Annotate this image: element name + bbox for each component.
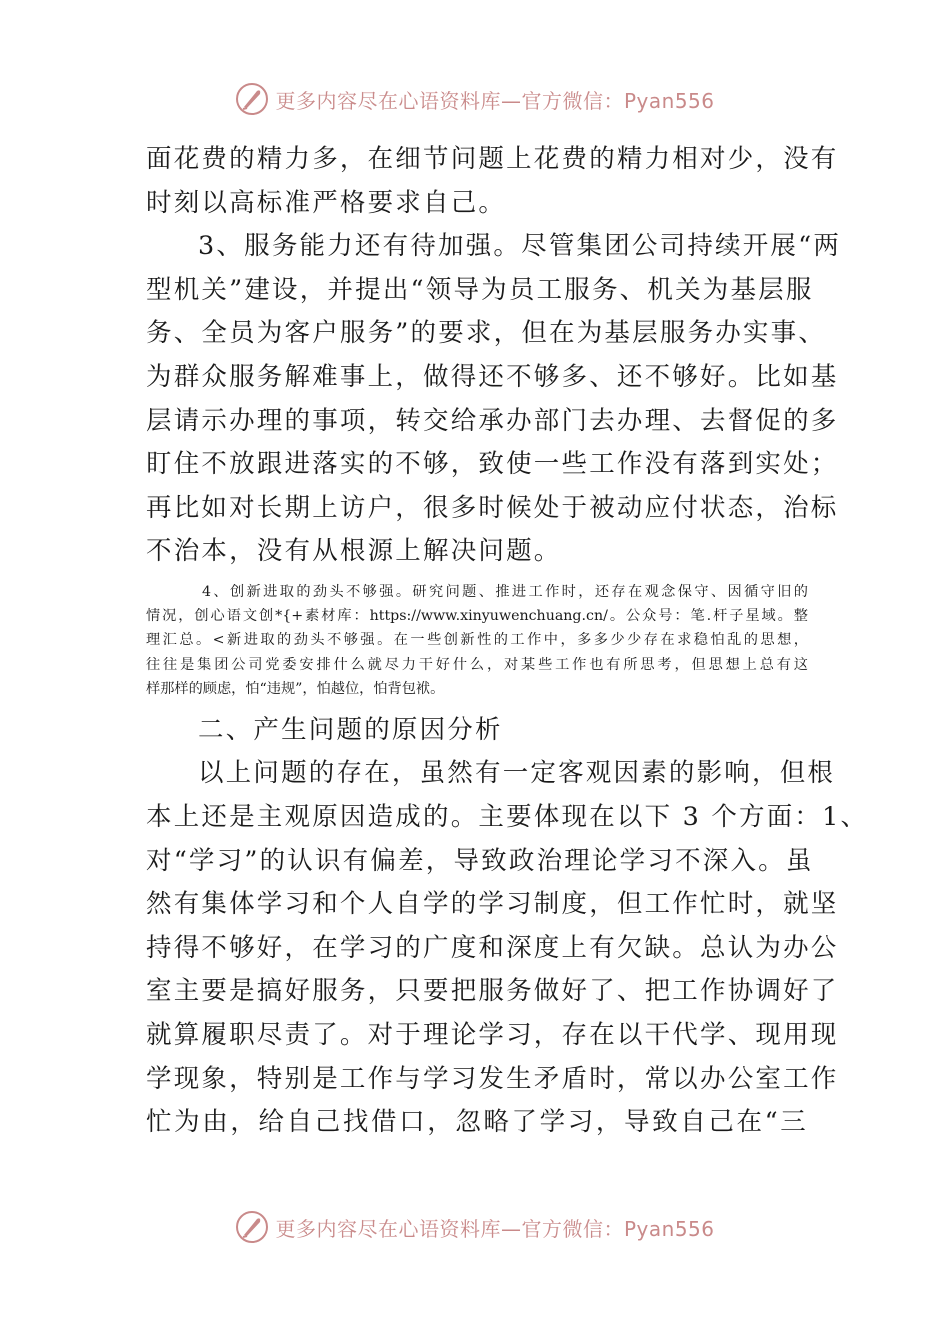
footer-wechat-id: Pyan556: [623, 1216, 715, 1241]
header-wechat-id: Pyan556: [623, 88, 715, 113]
header-banner: [275, 85, 714, 114]
document-body: [146, 138, 869, 1145]
text-line: 本上还是主观原因造成的。主要体现在以下 3 个方面：1、: [146, 802, 869, 833]
text-line: 就算履职尽责了。对于理论学习，存在以干代学、现用现: [146, 1020, 839, 1051]
text-line: 学现象，特别是工作与学习发生矛盾时，常以办公室工作: [146, 1063, 839, 1094]
paragraph-4: [146, 752, 869, 1144]
text-line: 层请示办理的事项，转交给承办部门去办理、去督促的多: [146, 405, 839, 436]
header-official-text: 官方微信：: [521, 88, 624, 113]
small-text-line: 情况，创心语文创*{+素材库：https://www.xinyuwenchuang.cn/。公众号：笔.杆子星域。整: [146, 608, 808, 625]
paragraph-3-small: [146, 580, 808, 701]
text-line: 型机关”建设，并提出“领导为员工服务、机关为基层服: [146, 274, 814, 305]
text-line: 不治本，没有从根源上解决问题。: [146, 536, 562, 567]
text-line: 3、服务能力还有待加强。尽管集团公司持续开展“两: [198, 231, 842, 262]
small-text-line: 样那样的顾虑，怕“违规”，怕越位，怕背包袱。: [146, 680, 445, 697]
text-line: 以上问题的存在，虽然有一定客观因素的影响，但根: [198, 758, 836, 789]
paragraph-1: [146, 138, 839, 225]
footer-brand-text: 更多内容尽在心语资料库: [275, 1216, 501, 1241]
footer-official-text: 官方微信：: [521, 1216, 624, 1241]
text-line: 持得不够好，在学习的广度和深度上有欠缺。总认为办公: [146, 932, 839, 963]
paragraph-2: [146, 225, 842, 574]
text-line: 为群众服务解难事上，做得还不够多、还不够好。比如基: [146, 361, 839, 392]
page-header: [0, 82, 950, 116]
page-footer: [0, 1210, 950, 1244]
section-heading-2-wrapper: [146, 709, 808, 753]
pen-feather-icon: [235, 1210, 269, 1244]
text-line: 室主要是搞好服务，只要把服务做好了、把工作协调好了: [146, 976, 839, 1007]
text-line: 再比如对长期上访户，很多时候处于被动应付状态，治标: [146, 492, 839, 523]
header-separator: —: [500, 88, 522, 113]
section-heading: 二、产生问题的原因分析: [198, 714, 503, 745]
text-line: 盯住不放跟进落实的不够，致使一些工作没有落到实处；: [146, 449, 839, 480]
small-text-line: 4、创新进取的劲头不够强。研究问题、推进工作时，还存在观念保守、因循守旧的: [202, 583, 808, 600]
text-line: 然有集体学习和个人自学的学习制度，但工作忙时，就坚: [146, 889, 839, 920]
text-line: 面花费的精力多，在细节问题上花费的精力相对少，没有: [146, 144, 839, 174]
small-text-line: 往往是集团公司党委安排什么就尽力干好什么，对某些工作也有所思考，但思想上总有这: [146, 656, 808, 673]
text-line: 对“学习”的认识有偏差，导致政治理论学习不深入。虽: [146, 845, 814, 876]
footer-separator: —: [500, 1216, 522, 1241]
header-brand-text: 更多内容尽在心语资料库: [275, 88, 501, 113]
text-line: 务、全员为客户服务”的要求，但在为基层服务办实事、: [146, 318, 827, 349]
text-line: 时刻以高标准严格要求自己。: [146, 187, 507, 218]
footer-banner: [275, 1213, 714, 1242]
pen-feather-icon: [235, 82, 269, 116]
small-text-line: 理汇总。<新进取的劲头不够强。在一些创新性的工作中，多多少少存在求稳怕乱的思想，: [146, 632, 808, 649]
text-line: 忙为由，给自己找借口，忽略了学习，导致自己在“三: [146, 1107, 808, 1138]
